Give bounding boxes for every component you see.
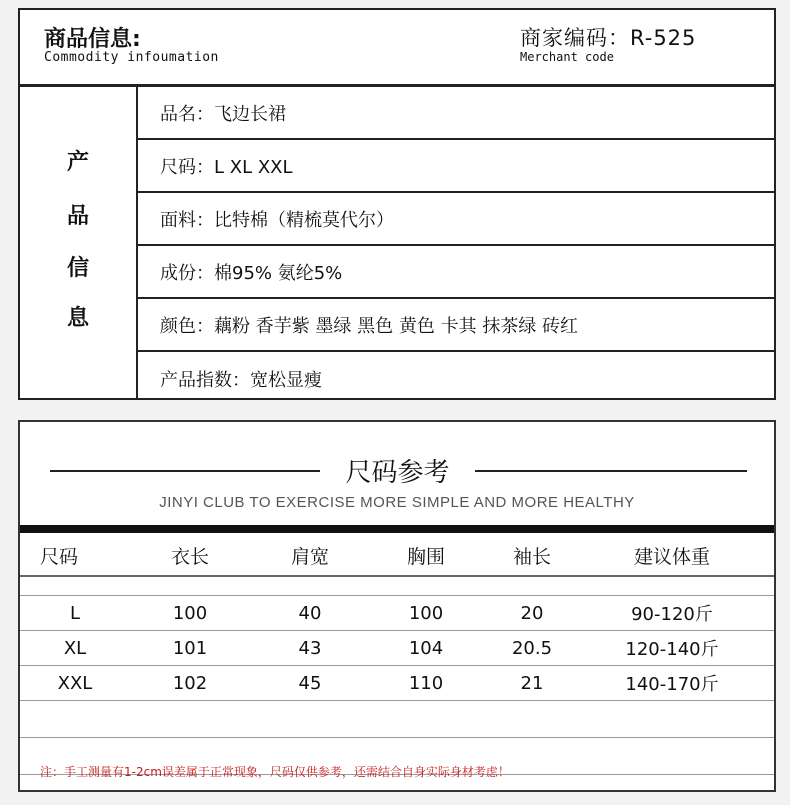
product-info-panel	[18, 8, 776, 400]
size-chart-divider	[20, 525, 774, 533]
size-chart-heading	[20, 450, 774, 490]
side-char: 品	[66, 204, 89, 229]
merchant-code-en: Merchant code	[520, 50, 614, 64]
table-cell: XL	[63, 637, 87, 659]
table-cell: 45	[298, 672, 322, 694]
table-cell: 110	[408, 672, 444, 694]
table-cell: 100	[408, 602, 444, 624]
table-cell: 20	[520, 602, 544, 624]
table-cell: 40	[298, 602, 322, 624]
header-cell: 建议体重	[633, 545, 710, 568]
table-cell: 43	[298, 637, 322, 659]
product-side-label	[20, 87, 138, 398]
table-cell: L	[69, 602, 81, 624]
size-chart-panel	[18, 420, 776, 792]
table-cell: 21	[520, 672, 544, 694]
table-spacer-row	[20, 577, 774, 596]
product-attribute-list	[138, 87, 774, 398]
table-row	[20, 596, 774, 631]
table-cell: 120-140斤	[625, 639, 719, 660]
product-info-header	[20, 10, 774, 84]
header-cell: 胸围	[406, 545, 445, 568]
product-colors-row: 颜色：藕粉 香芋紫 墨绿 黑色 黄色 卡其 抹茶绿 砖红	[138, 299, 774, 352]
product-fabric-row: 面料：比特棉（精梳莫代尔）	[138, 193, 774, 246]
size-note: 注：手工测量有1-2cm误差属于正常现象，尺码仅供参考，还需结合自身实际身材考虑！	[40, 765, 510, 779]
size-chart-title: 尺码参考	[345, 458, 450, 488]
size-chart-subtitle: JINYI CLUB TO EXERCISE MORE SIMPLE AND MORE HEALTHY	[159, 494, 635, 511]
header-cell: 衣长	[170, 545, 209, 568]
header-cell: 尺码	[40, 545, 79, 568]
product-size-row: 尺码：L XL XXL	[138, 140, 774, 193]
table-cell: 102	[172, 672, 208, 694]
product-name-row: 品名：飞边长裙	[138, 87, 774, 140]
side-char: 信	[66, 256, 89, 281]
table-cell: XXL	[57, 672, 93, 694]
product-fit-row: 产品指数：宽松显瘦	[160, 369, 322, 391]
product-composition-row: 成份：棉95% 氨纶5%	[138, 246, 774, 299]
size-table-header	[20, 535, 774, 577]
title-rule-right	[475, 470, 747, 472]
header-cell: 袖长	[512, 545, 551, 568]
table-row	[20, 631, 774, 666]
side-char: 产	[66, 150, 89, 175]
product-info-title: 商品信息:	[44, 27, 141, 52]
side-char: 息	[66, 306, 89, 331]
table-cell: 100	[172, 602, 208, 624]
title-rule-left	[50, 470, 320, 472]
header-cell: 肩宽	[290, 545, 329, 568]
table-cell: 101	[172, 637, 208, 659]
table-cell: 104	[408, 637, 444, 659]
product-info-title-en: Commodity infoumation	[44, 50, 219, 65]
table-cell: 140-170斤	[625, 674, 719, 695]
table-cell: 90-120斤	[631, 604, 713, 625]
merchant-code: 商家编码：R-525	[520, 26, 697, 50]
table-cell: 20.5	[511, 637, 553, 659]
table-empty-row	[20, 701, 774, 738]
table-row	[20, 666, 774, 701]
